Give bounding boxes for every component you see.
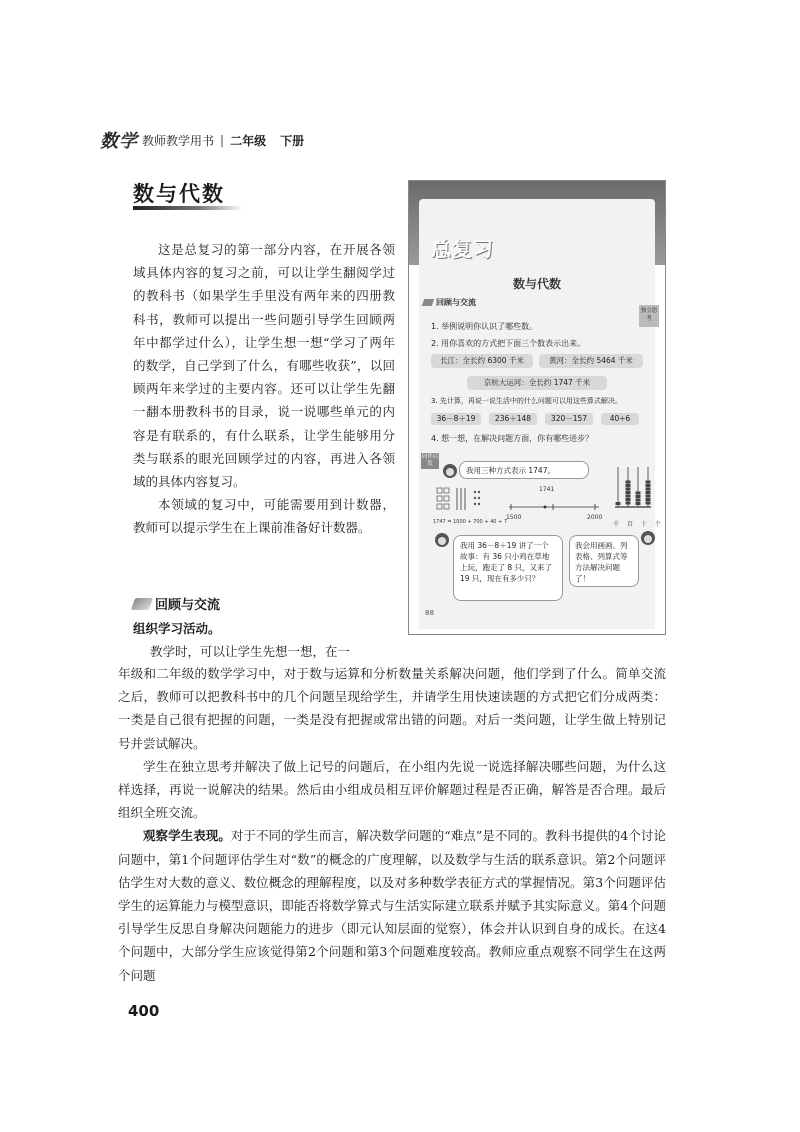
inset-title: 总复习: [431, 237, 494, 261]
full-width-text: [118, 662, 666, 987]
inset-subhead-icon: [422, 299, 435, 306]
review-heading-label: 回顾与交流: [155, 598, 221, 613]
paragraph-discussion: 年级和二年级的数学学习中，对于数与运算和分析数量关系解决问题，他们学到了什么。简单交流之后，教师可以把教科书中的几个问题呈现给学生，并请学生用快速读题的方式把它们分成两类：一类是自己很有把握的问题，一类是没有把握或常出错的问题。对后一类问题，让学生做上特别记号并尝试解决。: [118, 666, 666, 751]
review-heading-icon: [131, 598, 153, 610]
calc-3: 320－157: [545, 413, 593, 425]
review-heading: [133, 594, 220, 613]
inset-subtitle: 数与代数: [512, 277, 561, 291]
calc-4: 40÷6: [601, 413, 639, 425]
heading-underline: [133, 206, 243, 210]
abacus-graphic: [613, 461, 653, 517]
paragraph-observe: [118, 824, 666, 986]
pill-grand-canal: 京杭大运河：全长约 1747 千米: [467, 376, 607, 390]
volume-label: 下册: [280, 133, 305, 148]
counter-paragraph: 本领域的复习中，可能需要用到计数器，教师可以提示学生在上课前准备好计数器。: [133, 497, 395, 536]
textbook-inset: [408, 180, 666, 635]
running-header: [100, 128, 304, 152]
observe-text: 对于不同的学生而言，解决数学问题的“难点”是不同的。教科书提供的4个讨论问题中，第1个问题评估学生对“数”的概念的广度理解，以及数学与生活的联系意识。第2个问题评估学生对大数的意义、数位概念的理解程度，以及对多种数学表征方式的掌握情况。第3个问题评估学生的运算能力与模型意识，即能否将数学算式与生活实际建立联系并赋予其实际意义。第4个问题引导学生反思自身解决问题能力的进步（即元认知层面的觉察），体会并认识到自身的成长。在这4个问题中，大部分学生应该觉得第2个问题和第3个问题难度较高。教师应重点观察不同学生在这两个问题: [118, 828, 666, 983]
abacus-place-labels: 千 百 十 个: [613, 521, 664, 528]
child-avatar-2: [435, 533, 449, 547]
book-title: 教师教学用书: [142, 133, 215, 148]
section-heading: 数与代数: [133, 182, 225, 206]
organize-activity-label: 组织学习活动。: [133, 621, 221, 636]
calc-2: 236＋148: [489, 413, 537, 425]
peer-inspiration-tag: 同伴启发: [421, 454, 439, 467]
grade-label: 二年级: [230, 133, 267, 148]
inset-subhead: [423, 297, 476, 308]
header-separator: |: [220, 133, 225, 147]
inset-subhead-label: 回顾与交流: [436, 298, 476, 307]
paragraph-group-work: 学生在独立思考并解决了做上记号的问题后，在小组内先说一说选择解决哪些问题，为什么这样选择，再说一说解决的结果。然后由小组成员相互评价解题过程是否正确，解答是否合理。最后组织全班交流。: [118, 758, 666, 821]
calc-1: 36－8＋19: [431, 413, 481, 425]
pill-yangtze: 长江：全长约 6300 千米: [431, 354, 533, 368]
independent-thinking-tag: 独立思考: [639, 305, 659, 327]
place-value-grid: [435, 486, 495, 516]
teaching-intro-line: 教学时，可以让学生先想一想，在一: [150, 644, 351, 659]
number-line-end-label: 2000: [587, 514, 603, 521]
speech-bubble-1: 我用三种方式表示 1747。: [459, 461, 589, 479]
intro-paragraph: 这是总复习的第一部分内容，在开展各领域具体内容的复习之前，可以让学生翻阅学过的教科书（如果学生手里没有两年来的四册教科书，教师可以提出一些问题引导学生回顾两年中都学过什么），让学生想一想“学习了两年的数学，自己学到了什么，有哪些收获”，以回顾两年来学过的主要内容。还可以让学生先翻一翻本册教科书的目录，说一说哪些单元的内容是有联系的，有什么联系，让学生能够用分类与联系的眼光回顾学过的内容，再进入各领域的具体内容复习。: [133, 242, 395, 490]
logo-char-2: 学: [119, 131, 138, 152]
speech-bubble-methods: 我会用画画、列表格、列算式等方法解决问题了！: [569, 535, 639, 587]
decomposition-equation: 1747 = 1000 + 700 + 40 + 7: [433, 519, 508, 525]
inset-question-2: 2. 用你喜欢的方式把下面三个数表示出来。: [431, 339, 586, 348]
page-number: 400: [128, 1002, 160, 1020]
abacus: [613, 461, 653, 517]
child-avatar-3: [641, 531, 655, 545]
observe-label: 观察学生表现。: [143, 828, 231, 844]
number-line-start-label: 1500: [506, 514, 522, 521]
inset-question-4: 4. 想一想，在解决问题方面，你有哪些进步？: [431, 434, 594, 443]
inset-question-3: 3. 先计算，再说一说生活中的什么问题可以用这些算式解决。: [431, 397, 622, 405]
child-avatar-1: [443, 464, 457, 478]
left-column-text: [133, 238, 395, 540]
subject-logo: [100, 127, 138, 153]
pill-yellow-river: 黄河：全长约 5464 千米: [539, 354, 643, 368]
inset-page-number: 88: [425, 609, 434, 617]
inset-question-1: 1. 举例说明你认识了哪些数。: [431, 322, 538, 331]
number-line-point-label: 1741: [539, 486, 555, 493]
logo-char-1: 数: [100, 131, 119, 152]
counting-blocks-graphic: [435, 486, 495, 516]
speech-bubble-story: 我用 36－8＋19 讲了一个故事：有 36 只小鸡在草地上玩，跑走了 8 只，又来了 19 只，现在有多少只？: [453, 535, 563, 601]
